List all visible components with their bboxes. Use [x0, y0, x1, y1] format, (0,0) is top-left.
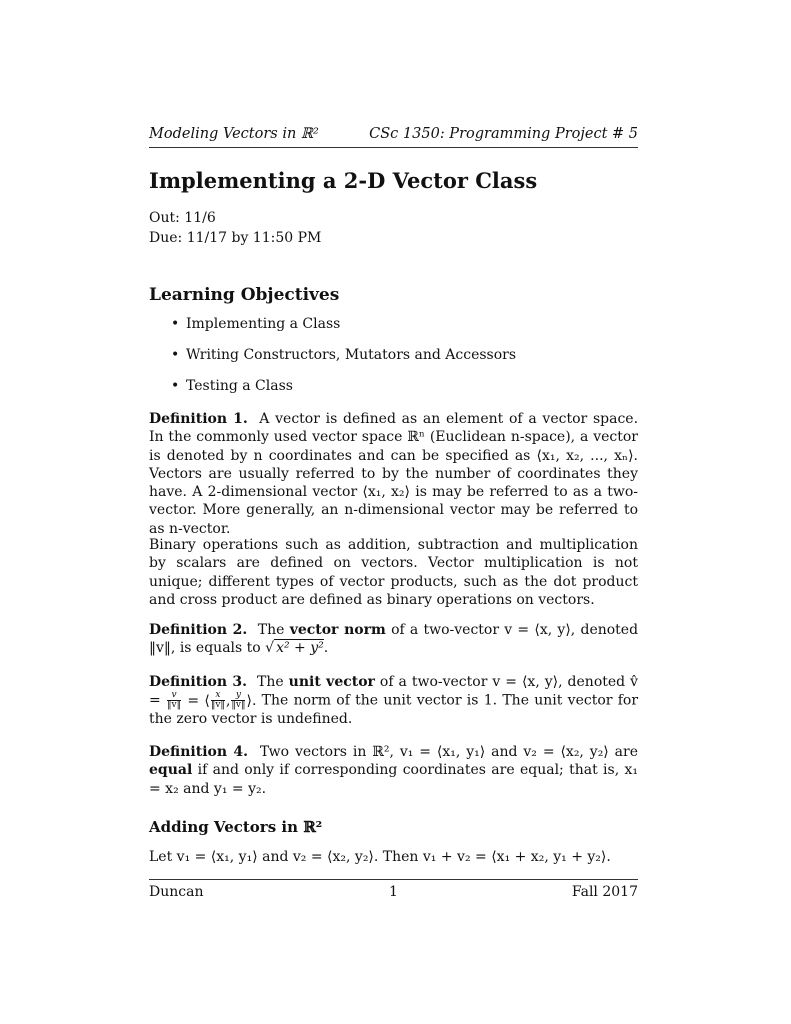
header-left: Modeling Vectors in ℝ²: [149, 126, 319, 142]
unit-vector-formula: $\frac{v}{‖v‖}$ = ⟨ $\frac{x}{‖v‖}$ , $\frac{y}{‖v‖}$ ⟩.: [167, 690, 262, 711]
page-title: Implementing a 2-D Vector Class: [149, 168, 538, 193]
definition-1-label: Definition 1.: [149, 411, 248, 427]
definition-4-term: equal: [149, 762, 193, 779]
footer-left: Duncan: [149, 884, 204, 900]
norm-formula: x² + y²: [276, 640, 324, 657]
objectives-heading: Learning Objectives: [149, 285, 340, 305]
definition-1-text: A vector is defined as an element of a vector space. In the commonly used vector space ℝⁿ (Euclidean n-space), a vector is denoted by n coordinates and can be specified as ⟨x₁, x₂, ..., xₙ⟩. Vectors are usually referred to by the number of coordinates they have. A 2-dimensional vector ⟨x₁, x₂⟩ is may be referred to as a two-vector. More generally, an n-dimensional vector may be referred to as n-vector.: [149, 411, 639, 537]
definition-3-mid: of a two-vector v = ⟨x, y⟩, denoted v̂ =: [149, 674, 639, 709]
header-rule: [149, 147, 638, 148]
due-date: Due: 11/17 by 11:50 PM: [149, 230, 322, 246]
definition-2: Definition 2. The vector norm of a two-vector v = ⟨x, y⟩, denoted ‖v‖, is equals to √ x² + y².: [149, 622, 639, 657]
footer-right: Fall 2017: [571, 884, 638, 900]
out-date: Out: 11/6: [149, 210, 216, 226]
definition-2-term: vector norm: [289, 622, 386, 638]
definition-4-post: if and only if corresponding coordinates are equal; that is, x₁ = x₂ and y₁ = y₂.: [149, 762, 638, 797]
definition-3-label: Definition 3.: [149, 674, 248, 690]
definition-3: [149, 673, 638, 729]
adding-vectors-heading: Adding Vectors in ℝ²: [149, 818, 323, 836]
definition-3-text: The norm of the unit vector is 1. The unit vector for the zero vector is undefined.: [149, 692, 639, 728]
footer-rule: [149, 879, 638, 880]
page-number: 1: [389, 884, 398, 900]
definition-1: [149, 410, 638, 538]
definition-2-label: Definition 2.: [149, 622, 248, 638]
objectives-list: [149, 315, 638, 408]
definition-2-mid: of a two-vector v = ⟨x, y⟩, denoted ‖v‖,: [149, 622, 639, 657]
header-right: CSc 1350: Programming Project # 5: [369, 126, 638, 142]
objective-item: • Writing Constructors, Mutators and Accessors: [149, 346, 638, 377]
objective-item: • Testing a Class: [149, 377, 638, 408]
definition-4: [149, 743, 638, 798]
definition-3-term: unit vector: [288, 674, 375, 690]
definition-3-pre: The: [257, 674, 284, 690]
sqrt-symbol: √: [265, 640, 275, 657]
running-footer: [149, 884, 638, 904]
dates-block: [149, 208, 638, 248]
definition-2-pre: The: [257, 622, 285, 638]
definition-4-pre: Two vectors in ℝ², v₁ = ⟨x₁, y₁⟩ and v₂ = ⟨x₂, y₂⟩ are: [259, 744, 639, 760]
adding-vectors-text: Let v₁ = ⟨x₁, y₁⟩ and v₂ = ⟨x₂, y₂⟩. Then v₁ + v₂ = ⟨x₁ + x₂, y₁ + y₂⟩.: [149, 849, 611, 865]
running-header: [149, 126, 638, 148]
objective-item: • Implementing a Class: [149, 315, 638, 346]
objectives-list-wrap: [149, 315, 638, 408]
definition-4-label: Definition 4.: [149, 744, 248, 760]
binary-operations-paragraph: Binary operations such as addition, subtraction and multiplication by scalars are defined on vectors. Vector multiplication is not unique; different types of vector products, such as the dot product and cross product are defined as binary operations on vectors.: [149, 537, 638, 608]
definition-2-line2: is equals to: [179, 640, 261, 657]
